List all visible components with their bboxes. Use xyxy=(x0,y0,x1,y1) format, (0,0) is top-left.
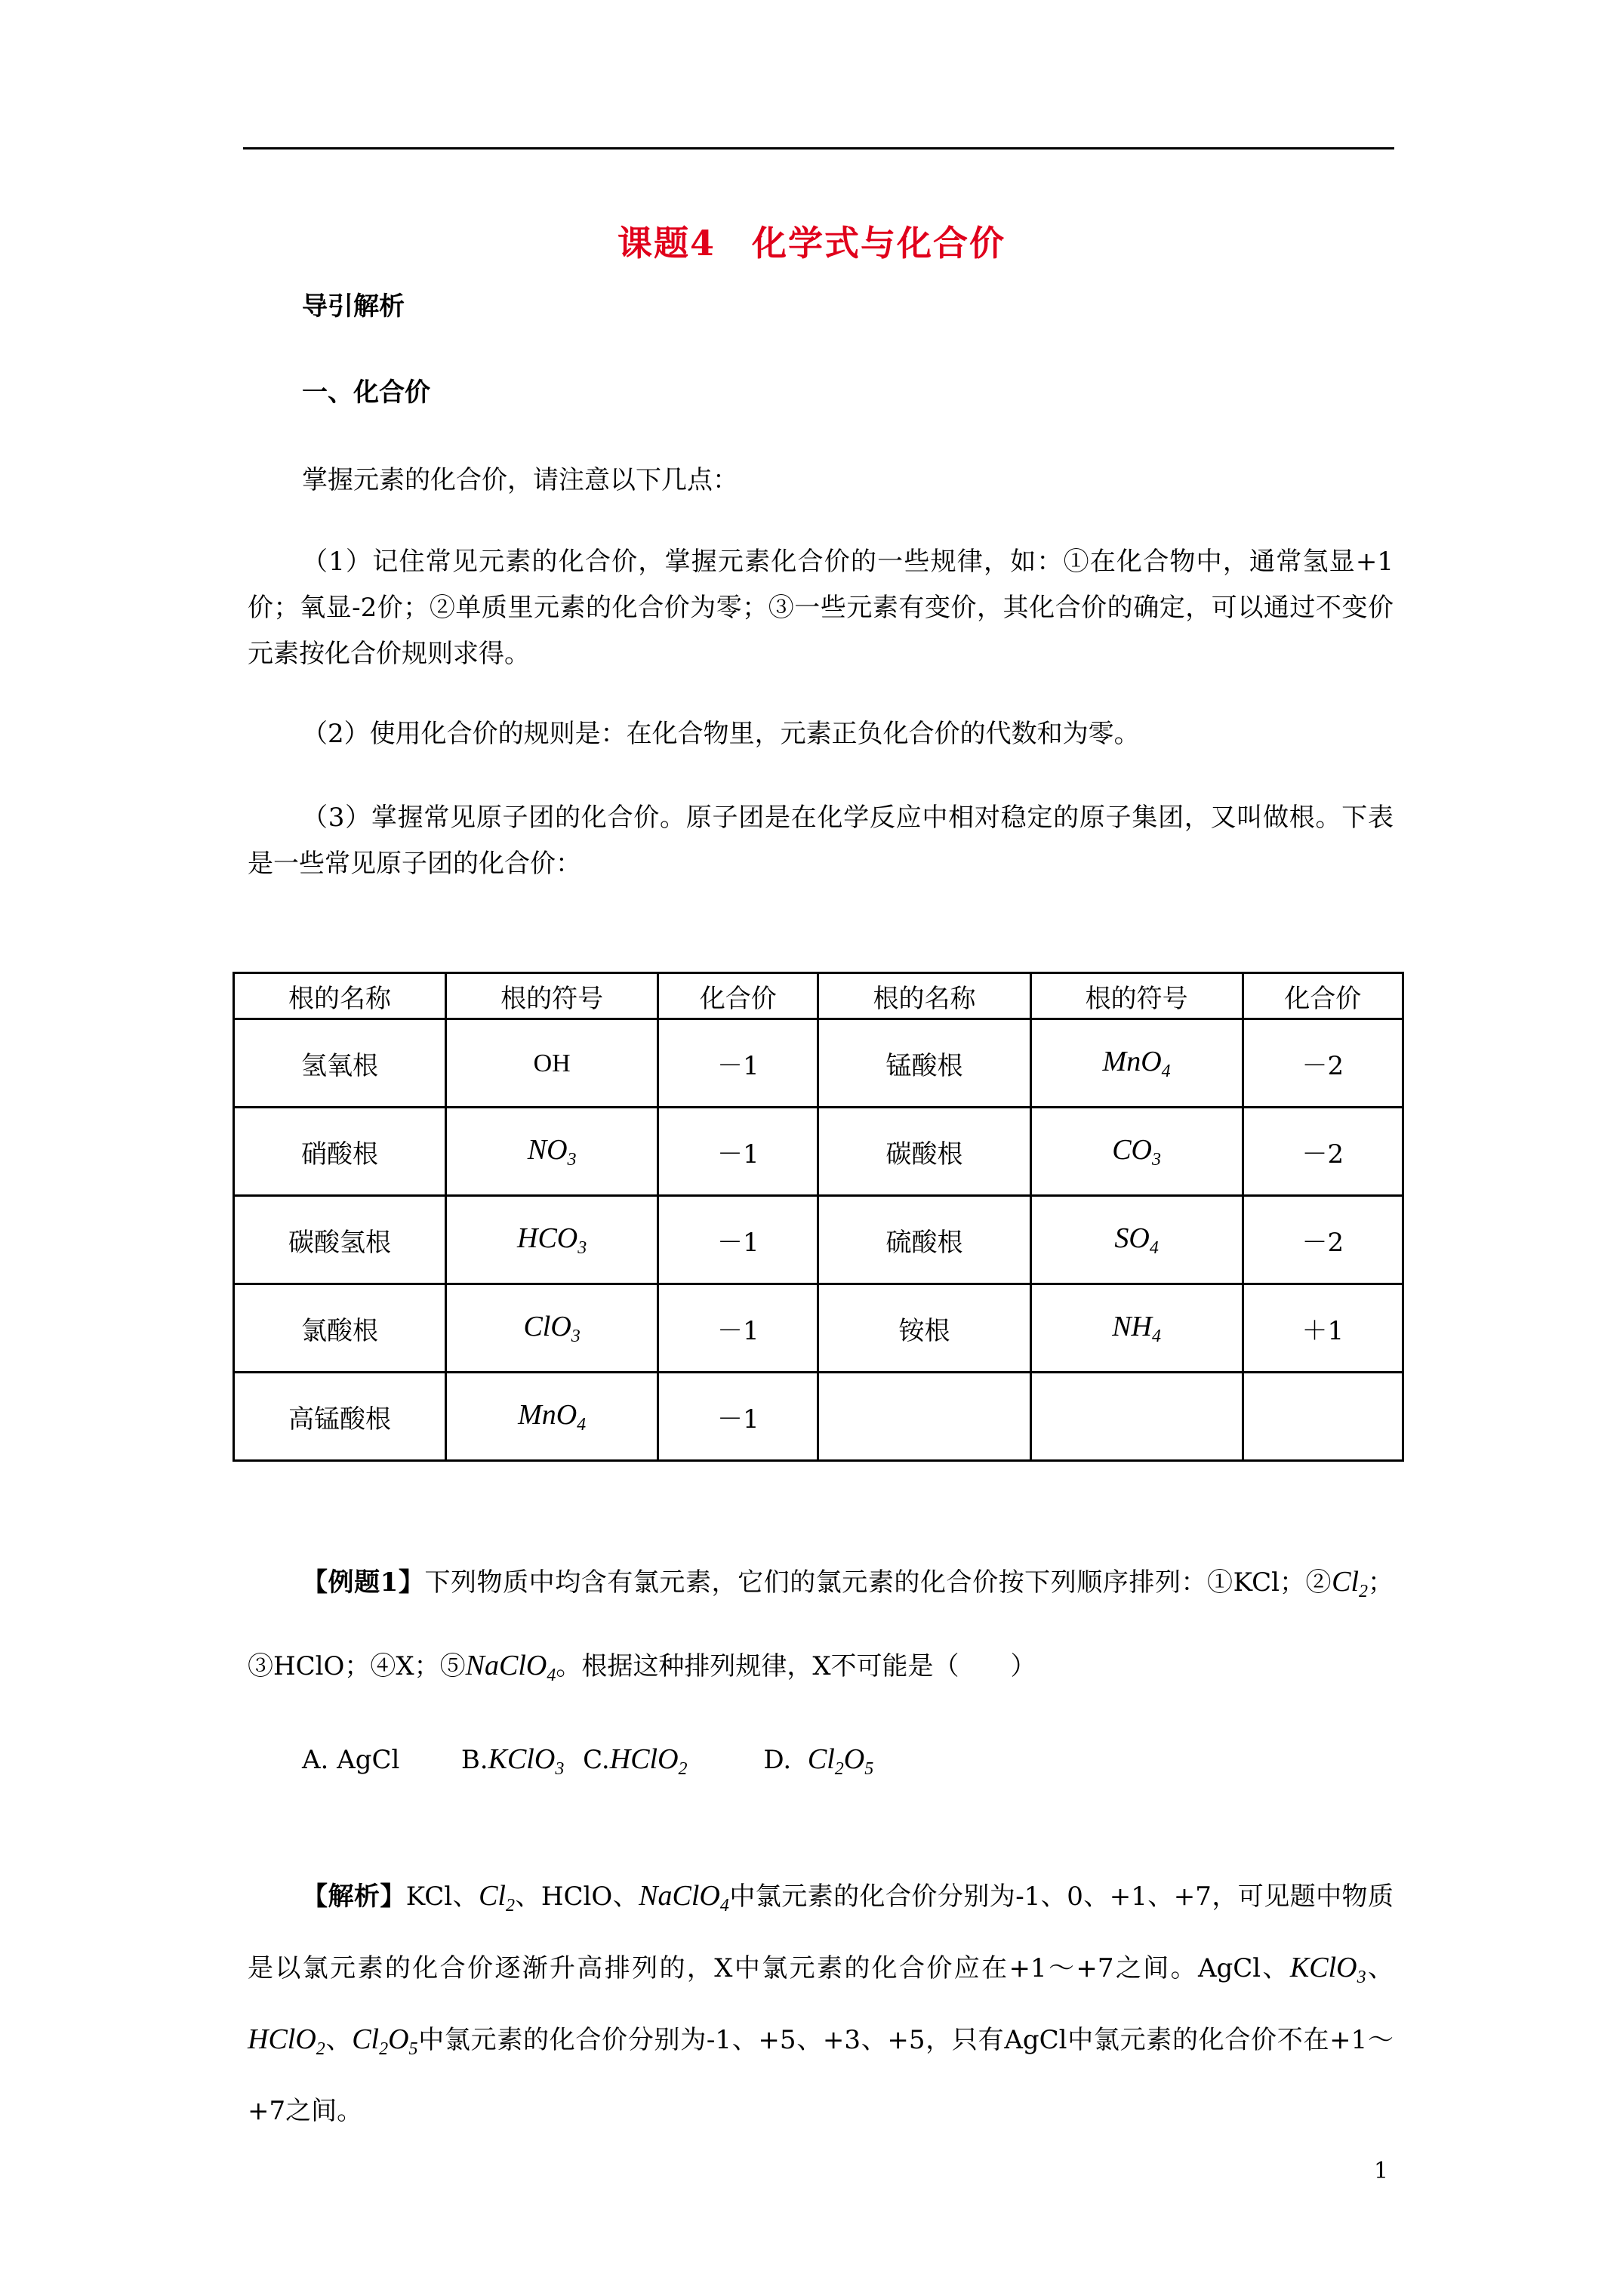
table-header-row xyxy=(234,973,1403,1019)
radical-valence: －1 xyxy=(658,1108,818,1196)
table-row xyxy=(234,1284,1403,1373)
radical-valence: －1 xyxy=(658,1019,818,1108)
header-cell: 根的名称 xyxy=(234,973,446,1019)
formula-cl2: $Cl_2$ xyxy=(1332,1566,1368,1601)
header-cell: 化合价 xyxy=(1243,973,1403,1019)
radical-symbol: $NO_3$ xyxy=(446,1108,658,1196)
radical-symbol: MnO$_4$ xyxy=(1030,1019,1243,1108)
analysis-paragraph: 【解析】KCl、$Cl_2$、HClO、NaClO$_4$中氯元素的化合价分别为-1、0、+1、+7，可见题中物质是以氯元素的化合价逐渐升高排列的，X中氯元素的化合价应在+1～+7之间。AgCl、KClO$_3$、HClO$_2$、$Cl_2O_5$中氯元素的化合价分别为-1、+5、+3、+5，只有AgCl中氯元素的化合价不在+1～+7之间。 xyxy=(248,1880,1394,2126)
radical-valence-table xyxy=(233,972,1404,1462)
radical-name: 铵根 xyxy=(818,1284,1030,1373)
radical-valence: －1 xyxy=(658,1196,818,1284)
table-row xyxy=(234,1373,1403,1461)
header-cell: 根的名称 xyxy=(818,973,1030,1019)
radical-valence: －1 xyxy=(658,1284,818,1373)
point-3-paragraph: （3）掌握常见原子团的化合价。原子团是在化学反应中相对稳定的原子集团，又叫做根。下表是一些常见原子团的化合价： xyxy=(248,803,1394,879)
radical-symbol: $NH_4$ xyxy=(1030,1284,1243,1373)
radical-name: 高锰酸根 xyxy=(234,1373,446,1461)
header-cell: 化合价 xyxy=(658,973,818,1019)
radical-name: 氯酸根 xyxy=(234,1284,446,1373)
option-c: C.HClO$_2$ xyxy=(583,1743,688,1779)
radical-symbol: $CO_3$ xyxy=(1030,1108,1243,1196)
point-1-paragraph: （1）记住常见元素的化合价，掌握元素化合价的一些规律，如：①在化合物中，通常氢显+1价；氧显-2价；②单质里元素的化合价为零；③一些元素有变价，其化合价的确定，可以通过不变价元素按化合价规则求得。 xyxy=(248,547,1394,669)
radical-symbol: ClO$_3$ xyxy=(446,1284,658,1373)
radical-symbol: $SO_4$ xyxy=(1030,1196,1243,1284)
formula-naclo4: NaClO$_4$ xyxy=(465,1650,556,1685)
page-title: 课题4 化学式与化合价 xyxy=(617,223,1006,264)
radical-valence: －2 xyxy=(1243,1196,1403,1284)
option-b: B.KClO$_3$ xyxy=(460,1743,565,1779)
example-1-options xyxy=(302,1737,1448,1792)
table-row xyxy=(234,1108,1403,1196)
radical-symbol: MnO$_4$ xyxy=(446,1373,658,1461)
header-rule xyxy=(243,147,1394,149)
section-one-heading: 一、化合价 xyxy=(302,378,430,408)
radical-name: 硝酸根 xyxy=(234,1108,446,1196)
header-cell: 根的符号 xyxy=(446,973,658,1019)
table-row xyxy=(234,1196,1403,1284)
empty-cell xyxy=(1243,1373,1403,1461)
example-1-question: 【例题1】下列物质中均含有氯元素，它们的氯元素的化合价按下列顺序排列：①KCl；$②Cl_2$；③HClO；④X；⑤NaClO$_4$。根据这种排列规律，X不可能是（ ） xyxy=(248,1566,1394,1685)
header-cell: 根的符号 xyxy=(1030,973,1243,1019)
example-1-label: 【例题1】 xyxy=(302,1567,425,1598)
empty-cell xyxy=(818,1373,1030,1461)
point-2-paragraph: （2）使用化合价的规则是：在化合物里，元素正负化合价的代数和为零。 xyxy=(302,719,1140,749)
option-a: A. AgCl xyxy=(302,1745,400,1775)
table-row xyxy=(234,1019,1403,1108)
page-number: 1 xyxy=(1374,2158,1389,2184)
empty-cell xyxy=(1030,1373,1243,1461)
radical-name: 碳酸氢根 xyxy=(234,1196,446,1284)
radical-name: 锰酸根 xyxy=(818,1019,1030,1108)
radical-symbol: OH xyxy=(446,1019,658,1108)
radical-name: 碳酸根 xyxy=(818,1108,1030,1196)
intro-paragraph: 掌握元素的化合价，请注意以下几点： xyxy=(302,465,738,495)
radical-valence: －2 xyxy=(1243,1019,1403,1108)
radical-name: 氢氧根 xyxy=(234,1019,446,1108)
analysis-label: 【解析】 xyxy=(302,1881,406,1912)
radical-valence: －2 xyxy=(1243,1108,1403,1196)
option-d: D. $Cl_2O_5$ xyxy=(763,1743,874,1779)
radical-valence: －1 xyxy=(658,1373,818,1461)
radical-valence: ＋1 xyxy=(1243,1284,1403,1373)
section-guide-heading: 导引解析 xyxy=(302,291,405,322)
radical-symbol: $HCO_3$ xyxy=(446,1196,658,1284)
radical-name: 硫酸根 xyxy=(818,1196,1030,1284)
